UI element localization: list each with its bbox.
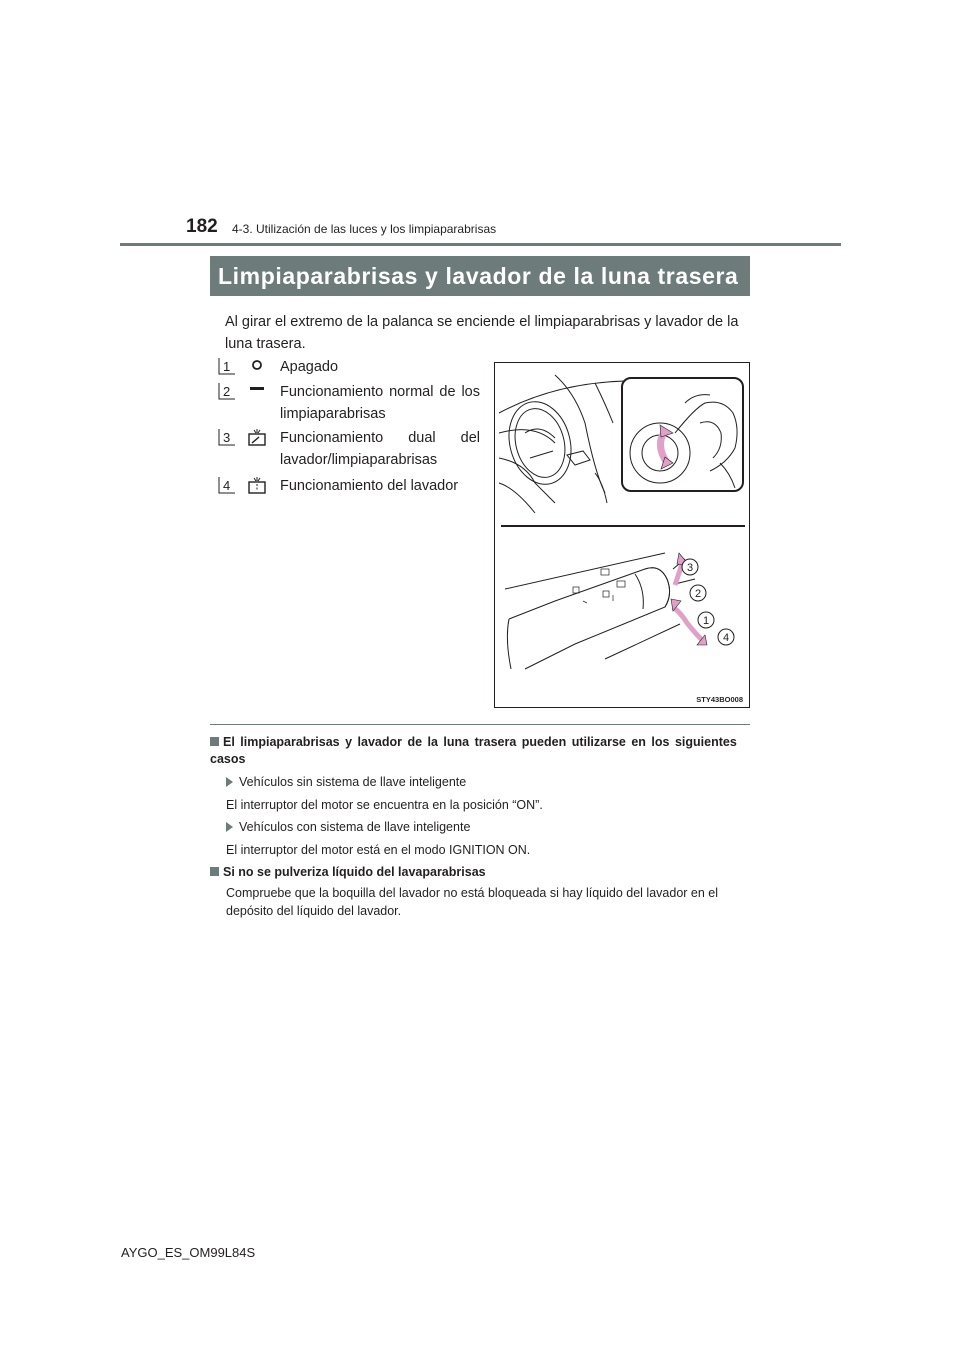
step-2	[218, 382, 480, 430]
callout-1: 1	[702, 615, 710, 627]
wiper-lever-illustration	[495, 529, 750, 708]
svg-text:4: 4	[223, 478, 231, 493]
triangle-bullet-icon	[226, 822, 233, 832]
note-text: El interruptor del motor está en el modo IGNITION ON.	[226, 843, 531, 857]
bullet-item: Vehículos con sistema de llave inteligente	[226, 819, 470, 835]
square-bullet-icon	[210, 867, 219, 876]
square-bullet-icon	[210, 737, 219, 746]
page-number: 182	[186, 216, 218, 237]
rear-wiper-washer-icon	[246, 428, 268, 448]
off-circle-icon	[246, 357, 268, 377]
dashboard-steering-illustration	[495, 363, 750, 527]
bullet-item: Vehículos sin sistema de llave inteligente	[226, 774, 466, 790]
step-number-badge	[218, 357, 236, 375]
wiper-normal-dash-icon	[246, 382, 268, 402]
document-code: AYGO_ES_OM99L84S	[121, 1245, 256, 1260]
step-4	[218, 476, 476, 524]
figure-code: STY43BO008	[696, 695, 743, 704]
callout-2: 2	[694, 588, 702, 600]
triangle-bullet-icon	[226, 777, 233, 787]
intro-paragraph: Al girar el extremo de la palanca se enciende el limpiaparabrisas y lavador de la luna trasera.	[225, 314, 739, 352]
section-header: 4-3. Utilización de las luces y los limpiaparabrisas	[232, 222, 497, 236]
note-text: El interruptor del motor se encuentra en la posición “ON”.	[226, 798, 543, 812]
step-3	[218, 428, 480, 476]
step-label: Funcionamiento normal de los limpiaparabrisas	[280, 384, 480, 422]
header-rule	[120, 243, 841, 246]
step-label: Funcionamiento dual del lavador/limpiaparabrisas	[280, 430, 480, 468]
step-number-badge	[218, 428, 236, 446]
section-title: Limpiaparabrisas y lavador de la luna trasera	[210, 256, 750, 296]
svg-text:2: 2	[223, 384, 231, 399]
figure-divider	[501, 525, 745, 527]
note-heading: El limpiaparabrisas y lavador de la luna trasera pueden utilizarse en los siguientes casos	[210, 735, 737, 766]
step-number-badge	[218, 382, 236, 400]
step-number-badge	[218, 476, 236, 494]
step-label: Funcionamiento del lavador	[280, 478, 459, 494]
svg-text:1: 1	[223, 359, 231, 374]
svg-text:3: 3	[223, 430, 231, 445]
illustration-frame	[494, 362, 750, 708]
callout-4: 4	[722, 632, 730, 644]
note-text: Compruebe que la boquilla del lavador no está bloqueada si hay líquido del lavador en el depósito del líquido del lavador.	[226, 886, 719, 918]
note-heading: Si no se pulveriza líquido del lavaparabrisas	[210, 864, 750, 881]
callout-3: 3	[686, 562, 694, 574]
notes-rule	[210, 724, 750, 725]
step-label: Apagado	[280, 359, 339, 375]
rear-washer-icon	[246, 476, 268, 496]
